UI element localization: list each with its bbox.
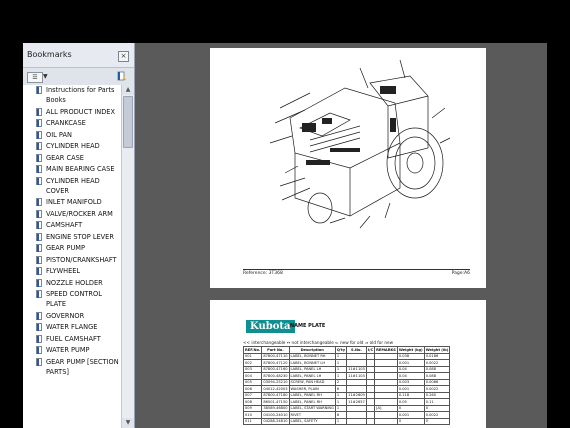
bookmark-label: INLET MANIFOLD [46, 198, 102, 206]
bookmark-item[interactable] [23, 232, 121, 242]
table-cell: LABEL, PANEL RH [289, 392, 335, 399]
scrollbar-thumb[interactable] [123, 96, 133, 148]
document-page-parts-list [210, 300, 486, 428]
table-cell: 0.003 [397, 379, 424, 386]
table-cell: RIVET [289, 412, 335, 419]
table-cell: 0.04 [397, 373, 424, 380]
bookmark-item[interactable] [23, 311, 121, 321]
table-cell: LABEL, PANEL LH [289, 366, 335, 373]
table-cell: 2 [335, 379, 346, 386]
table-row [244, 418, 450, 425]
table-cell: 87800-48230 [263, 373, 288, 378]
column-header: Part No. [262, 347, 289, 354]
column-header: Q'ty [336, 347, 346, 352]
bookmark-label: PISTON/CRANKSHAFT [46, 255, 117, 264]
bookmark-label: CAMSHAFT [46, 221, 83, 229]
pdf-viewer-window [23, 43, 547, 428]
bookmark-item[interactable] [23, 243, 121, 253]
bookmark-page-icon [36, 290, 42, 298]
column-header: Description [289, 347, 335, 354]
table-cell: 86501-47150 [263, 399, 288, 404]
bookmark-item[interactable] [23, 141, 121, 151]
bookmark-label: VALVE/ROCKER ARM [46, 209, 113, 218]
section-title: NAME PLATE [290, 323, 326, 329]
table-cell: LABEL, BONNET LH [289, 360, 335, 367]
table-cell: 006 [244, 386, 262, 393]
column-header: REF.No. [245, 347, 261, 352]
bookmark-label: FLYWHEEL [46, 267, 81, 275]
table-cell: 0.001 [397, 386, 424, 393]
page-reference: Reference: 3T368 [243, 271, 283, 276]
bookmark-label: GEAR CASE [46, 153, 84, 162]
bookmark-item[interactable] [23, 85, 121, 105]
table-cell: 11#1103 [348, 373, 365, 378]
table-cell: LABEL, PANEL LH [289, 373, 335, 380]
table-cell: 0 [424, 418, 450, 425]
bookmark-item[interactable] [23, 118, 121, 128]
bookmark-label: GEAR PUMP [46, 244, 85, 252]
document-page-exploded-diagram [210, 48, 486, 288]
bookmark-page-icon [36, 323, 42, 331]
table-cell: 11#1103 [348, 367, 365, 372]
table-cell: 003 [244, 366, 262, 373]
bookmark-item[interactable] [23, 357, 121, 377]
table-cell: 005 [244, 379, 262, 386]
bookmark-page-icon [36, 142, 42, 150]
table-cell [347, 418, 367, 425]
bookmark-label: MAIN BEARING CASE [46, 165, 115, 173]
bookmark-page-icon [36, 221, 42, 229]
table-cell: 007 [244, 392, 262, 399]
bookmark-item[interactable] [23, 322, 121, 332]
bookmark-label: CYLINDER HEAD COVER [46, 176, 100, 195]
bookmark-item[interactable] [23, 176, 121, 196]
bookmark-item[interactable] [23, 334, 121, 344]
table-cell: 0.0066 [424, 379, 450, 386]
table-cell: 1 [335, 392, 346, 399]
bookmarks-scrollbar[interactable] [121, 85, 134, 428]
table-cell: 0.038 [397, 353, 424, 360]
table-cell: 8 [335, 412, 346, 419]
bookmark-page-icon [36, 154, 42, 162]
table-cell: 6 [335, 386, 346, 393]
bookmark-label: NOZZLE HOLDER [46, 278, 103, 287]
bookmarks-list-area [23, 85, 134, 428]
bookmark-label: GEAR PUMP [SECTION PARTS] [46, 357, 119, 376]
bookmarks-panel-header [23, 43, 134, 68]
bookmark-label: ALL PRODUCT INDEX [46, 107, 115, 116]
table-cell: 0.088 [424, 366, 450, 373]
page-footer-rule [243, 269, 470, 270]
bookmark-item[interactable] [23, 278, 121, 288]
bookmark-page-icon [36, 244, 42, 252]
bookmark-label: ENGINE STOP LEVER [46, 232, 114, 241]
scroll-up-arrow[interactable]: ▲ [122, 85, 134, 95]
table-cell: 0.0022 [424, 386, 450, 393]
parts-table-body [244, 353, 450, 425]
table-cell: 1 [335, 399, 346, 406]
bookmark-label: WATER PUMP [46, 346, 90, 354]
table-cell: 04100-24010 [263, 412, 288, 417]
table-cell: LABEL, BONNET RH [289, 353, 335, 360]
column-header: I/C [367, 347, 374, 352]
bookmarks-toolbar [23, 68, 134, 86]
bookmark-item[interactable] [23, 345, 121, 355]
bookmark-page-icon [36, 335, 42, 343]
table-cell: 002 [244, 360, 262, 367]
bookmark-label: Instructions for Parts Books [46, 86, 115, 104]
table-cell: 87800-47180 [263, 393, 288, 398]
table-cell: 04012-42003 [263, 386, 288, 391]
table-cell [366, 418, 374, 425]
table-cell: 0.0186 [424, 353, 450, 360]
table-cell: 1 [335, 353, 346, 360]
table-cell: 1 [335, 360, 346, 367]
bookmark-page-icon [36, 358, 42, 366]
table-cell: 0.001 [397, 412, 424, 419]
table-cell: 0.0022 [424, 360, 450, 367]
table-cell: WASHER, PLAIN [289, 386, 335, 393]
table-cell: 87800-47160 [263, 367, 288, 372]
bookmark-label: FUEL CAMSHAFT [46, 334, 101, 343]
table-cell: 11#2657 [348, 399, 365, 404]
chevron-down-icon[interactable]: ▼ [43, 73, 48, 80]
bookmark-page-icon [36, 177, 42, 185]
column-header: REMARKS [376, 347, 396, 352]
table-cell: [A] [375, 405, 398, 412]
table-cell: 0.04 [397, 366, 424, 373]
bookmark-page-icon [36, 267, 42, 275]
bookmark-label: OIL PAN [46, 130, 72, 139]
bookmark-item[interactable] [23, 289, 121, 309]
parts-table [243, 346, 450, 425]
table-cell: 0.05 [397, 399, 424, 406]
table-cell: LABEL, PANEL RH [289, 399, 335, 406]
bookmark-page-icon [36, 233, 42, 241]
table-cell: 010 [244, 412, 262, 419]
expand-bookmark-icon[interactable] [117, 71, 127, 82]
table-cell: 0.0022 [424, 412, 450, 419]
page-number: Page:A6 [451, 271, 470, 276]
column-header: Weight (lb) [425, 347, 449, 352]
column-header: S.No. [347, 347, 367, 354]
table-cell: 001 [244, 353, 262, 360]
bookmark-item[interactable] [23, 220, 121, 230]
table-cell: 0 [397, 418, 424, 425]
scroll-down-arrow[interactable]: ▼ [122, 418, 134, 428]
bookmark-item[interactable] [23, 209, 121, 219]
bookmarks-list [23, 85, 121, 378]
table-cell: 0.11 [424, 399, 450, 406]
table-cell: 1 [335, 373, 346, 380]
column-header: Weight (kg) [398, 347, 423, 352]
bookmark-page-icon [36, 256, 42, 264]
bookmark-item[interactable] [23, 107, 121, 117]
table-cell: 0 [397, 405, 424, 412]
table-cell: SCREW, PAN HEAD [289, 379, 335, 386]
bookmark-item[interactable] [23, 197, 121, 207]
bookmarks-panel-title: Bookmarks [27, 50, 72, 59]
table-cell: 1 [335, 418, 346, 425]
bookmark-page-icon [36, 86, 42, 94]
bookmark-label: GOVERNOR [46, 311, 85, 320]
table-cell: 004 [244, 373, 262, 380]
bookmark-page-icon [36, 210, 42, 218]
bookmarks-panel [23, 43, 135, 428]
table-cell: 009 [244, 405, 262, 412]
table-cell: 38589-46800 [263, 406, 288, 411]
table-cell: 0 [424, 405, 450, 412]
bookmark-item[interactable] [23, 130, 121, 140]
table-cell: LABEL, SAFETY [289, 418, 335, 425]
bookmark-item[interactable] [23, 255, 121, 265]
table-cell: 87800-47120 [263, 360, 288, 365]
bookmark-label: WATER FLANGE [46, 323, 98, 331]
bookmark-page-icon [36, 312, 42, 320]
bookmark-page-icon [36, 198, 42, 206]
table-cell: 008 [244, 399, 262, 406]
bookmark-page-icon [36, 131, 42, 139]
bookmark-page-icon [36, 119, 42, 127]
table-cell: 1 [335, 366, 346, 373]
kubota-logo: Kubota [246, 320, 295, 333]
bookmark-label: CRANKCASE [46, 119, 86, 127]
tractor-exploded-diagram [210, 48, 486, 258]
bookmark-label: SPEED CONTROL PLATE [46, 290, 102, 308]
bookmark-page-icon [36, 108, 42, 116]
table-cell: 0.088 [424, 373, 450, 380]
bookmark-item[interactable] [23, 164, 121, 174]
bookmark-page-icon [36, 279, 42, 287]
close-panel-button[interactable]: × [118, 51, 129, 62]
bookmark-page-icon [36, 346, 42, 354]
interchangeability-legend: << interchangeable ↔ not interchangeable ⇐ new for old ⇒ old for new [243, 340, 394, 345]
table-cell: 87800-47110 [263, 354, 288, 359]
table-cell: 04288-24810 [263, 419, 288, 424]
table-cell: 0.001 [397, 360, 424, 367]
table-cell: LABEL, START WARNING [290, 406, 334, 411]
table-cell: 0.118 [397, 392, 424, 399]
bookmark-item[interactable] [23, 266, 121, 276]
table-cell [375, 418, 398, 425]
options-menu-icon[interactable]: ☰ [27, 72, 43, 83]
table-cell: 0.260 [424, 392, 450, 399]
table-cell: 1 [335, 405, 346, 412]
bookmark-item[interactable] [23, 153, 121, 163]
bookmark-page-icon [36, 165, 42, 173]
table-cell: 11#2609 [348, 393, 365, 398]
table-cell: 011 [244, 418, 262, 425]
table-cell: 03094-25210 [263, 380, 288, 385]
bookmark-label: CYLINDER HEAD [46, 142, 100, 150]
